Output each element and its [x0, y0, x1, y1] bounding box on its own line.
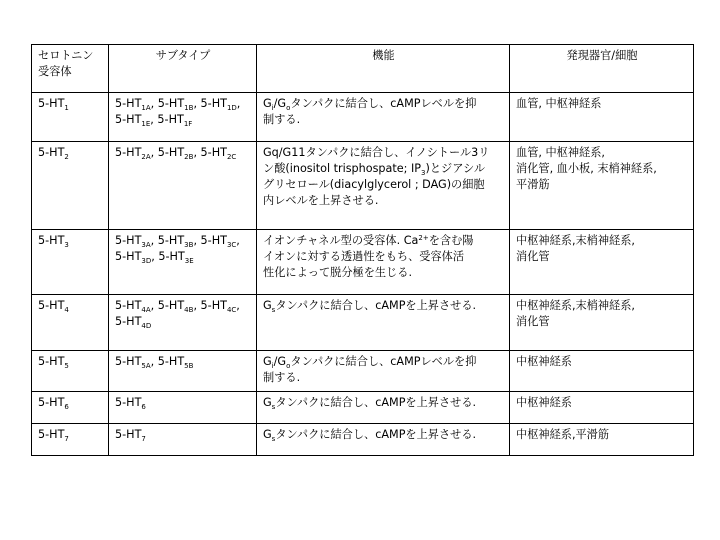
location-cell	[510, 295, 694, 351]
receptor-cell	[32, 392, 109, 424]
subtype-cell	[109, 93, 257, 142]
subscript: s	[271, 306, 276, 314]
subscript: 3C	[226, 241, 237, 249]
receptor-name: 5-HT	[38, 234, 65, 247]
receptor-subscript: 3	[64, 241, 69, 249]
text-segment: 5-HT	[115, 250, 142, 263]
subtype-line	[115, 233, 251, 249]
text-segment: グリセロール(diacylglycerol ; DAG)の細胞	[263, 178, 485, 191]
function-line	[263, 145, 504, 161]
text-segment: ン酸(inositol trisphospate; IP	[263, 162, 422, 175]
subscript: 4D	[141, 322, 152, 330]
receptor-subscript: 1	[64, 104, 69, 112]
table-row	[32, 142, 694, 230]
text-segment: , 5-HT	[150, 299, 185, 312]
function-cell	[257, 424, 510, 456]
subtype-cell	[109, 295, 257, 351]
subscript: 1D	[226, 104, 237, 112]
subscript: s	[271, 435, 276, 443]
subtype-cell	[109, 392, 257, 424]
subscript: 5A	[141, 362, 151, 370]
text-segment: ,	[236, 299, 240, 312]
header-function: 機能	[257, 45, 510, 93]
location-line: 中枢神経系	[516, 355, 572, 368]
subscript: 1A	[141, 104, 151, 112]
table-row	[32, 351, 694, 392]
text-segment: イオンチャネル型の受容体. Ca	[263, 234, 419, 247]
subscript: o	[286, 362, 291, 370]
table-row	[32, 295, 694, 351]
receptor-cell	[32, 351, 109, 392]
subscript: o	[286, 104, 291, 112]
text-segment: G	[263, 396, 272, 409]
text-segment: 5-HT	[115, 355, 142, 368]
subscript: 2A	[141, 153, 151, 161]
location-cell	[510, 230, 694, 295]
text-segment: , 5-HT	[150, 113, 184, 126]
table-row	[32, 93, 694, 142]
subtype-line	[115, 96, 251, 112]
text-segment: G	[263, 299, 272, 312]
location-line: 血管, 中枢神経系	[516, 97, 602, 110]
text-segment: タンパクに結合し、cAMPを上昇させる.	[275, 396, 477, 409]
receptor-subscript: 7	[64, 435, 69, 443]
text-segment: イオンに対する透過性をもち、受容体活	[263, 250, 465, 263]
header-location: 発現器官/細胞	[510, 45, 694, 93]
text-segment: , 5-HT	[150, 97, 185, 110]
subscript: i	[271, 104, 274, 112]
receptor-cell	[32, 230, 109, 295]
receptor-cell	[32, 295, 109, 351]
subscript: 7	[141, 435, 146, 443]
table-row	[32, 230, 694, 295]
text-segment: タンパクに結合し、cAMPレベルを抑	[290, 97, 477, 110]
text-segment: , 5-HT	[193, 146, 227, 159]
subtype-line	[115, 354, 251, 370]
subscript: 1B	[184, 104, 194, 112]
subscript: 3B	[184, 241, 194, 249]
location-line: 中枢神経系,末梢神経系,	[516, 234, 635, 247]
text-segment: 5-HT	[115, 113, 142, 126]
text-segment: G	[263, 355, 272, 368]
receptor-subscript: 6	[64, 403, 69, 411]
text-segment: , 5-HT	[150, 234, 185, 247]
header-receptor	[32, 45, 109, 93]
receptor-name: 5-HT	[38, 428, 65, 441]
subtype-line	[115, 145, 251, 161]
text-segment: タンパクに結合し、cAMPレベルを抑	[290, 355, 477, 368]
table-body	[32, 93, 694, 456]
text-segment: /G	[273, 355, 287, 368]
subscript: 1E	[141, 120, 151, 128]
subscript: 4B	[184, 306, 194, 314]
text-segment: 5-HT	[115, 234, 142, 247]
subtype-line	[115, 395, 251, 411]
function-cell	[257, 142, 510, 230]
header-receptor-line: 受容体	[38, 65, 72, 78]
location-line: 消化管	[516, 250, 550, 263]
location-cell	[510, 424, 694, 456]
text-segment: G	[263, 428, 272, 441]
text-segment: /G	[273, 97, 287, 110]
receptor-name: 5-HT	[38, 299, 65, 312]
subscript: 2B	[184, 153, 194, 161]
location-line: 平滑筋	[516, 178, 550, 191]
subtype-line	[115, 249, 251, 265]
receptor-name: 5-HT	[38, 146, 65, 159]
function-line	[263, 354, 504, 370]
function-cell	[257, 295, 510, 351]
text-segment: Gq/G11タンパクに結合し、イノシトール3リ	[263, 146, 490, 159]
function-line	[263, 233, 504, 249]
text-segment: 内レベルを上昇させる.	[263, 194, 379, 207]
function-line	[263, 370, 504, 386]
subscript: 2C	[226, 153, 237, 161]
function-line	[263, 395, 504, 411]
subscript: 3A	[141, 241, 151, 249]
receptor-subscript: 4	[64, 306, 69, 314]
subtype-line	[115, 112, 251, 128]
location-cell	[510, 93, 694, 142]
subtype-cell	[109, 230, 257, 295]
text-segment: , 5-HT	[151, 250, 185, 263]
subscript: 4A	[141, 306, 151, 314]
subscript: 1F	[183, 120, 193, 128]
subtype-line	[115, 427, 251, 443]
text-segment: , 5-HT	[193, 234, 227, 247]
subscript: 3E	[184, 257, 194, 265]
subscript: 6	[141, 403, 146, 411]
receptor-name: 5-HT	[38, 97, 65, 110]
text-segment: 性化によって脱分極を生じる.	[263, 266, 412, 279]
header-subtype: サブタイプ	[109, 45, 257, 93]
text-segment: 5-HT	[115, 97, 142, 110]
function-line	[263, 427, 504, 443]
location-cell	[510, 142, 694, 230]
text-segment: , 5-HT	[150, 146, 185, 159]
subtype-cell	[109, 424, 257, 456]
subscript: i	[271, 362, 274, 370]
text-segment: を含む陽	[428, 234, 474, 247]
function-cell	[257, 93, 510, 142]
function-line	[263, 177, 504, 193]
location-line: 血管, 中枢神経系,	[516, 146, 605, 159]
subscript: 3D	[141, 257, 152, 265]
text-segment: 5-HT	[115, 146, 142, 159]
text-segment: 5-HT	[115, 396, 142, 409]
location-line: 中枢神経系,平滑筋	[516, 428, 610, 441]
text-segment: タンパクに結合し、cAMPを上昇させる.	[275, 428, 477, 441]
text-segment: 5-HT	[115, 428, 142, 441]
subtype-line	[115, 298, 251, 314]
location-line: 中枢神経系	[516, 396, 572, 409]
table-row	[32, 392, 694, 424]
function-line	[263, 298, 504, 314]
text-segment: 5-HT	[115, 299, 142, 312]
receptor-cell	[32, 424, 109, 456]
function-cell	[257, 392, 510, 424]
text-segment: ,	[236, 234, 240, 247]
text-segment: 5-HT	[115, 315, 142, 328]
receptor-cell	[32, 93, 109, 142]
location-line: 消化管, 血小板, 末梢神経系,	[516, 162, 657, 175]
subtype-cell	[109, 351, 257, 392]
text-segment: ,	[236, 97, 241, 110]
receptor-name: 5-HT	[38, 396, 65, 409]
header-receptor-line: セロトニン	[38, 49, 94, 62]
table-row	[32, 424, 694, 456]
location-cell	[510, 392, 694, 424]
serotonin-receptor-table	[31, 44, 694, 456]
subtype-line	[115, 314, 251, 330]
function-line	[263, 265, 504, 281]
text-segment: , 5-HT	[193, 97, 227, 110]
function-line	[263, 112, 504, 128]
text-segment: )とジアシル	[425, 162, 486, 175]
function-line	[263, 249, 504, 265]
function-line	[263, 161, 504, 177]
text-segment: G	[263, 97, 272, 110]
subscript: s	[271, 403, 276, 411]
superscript: 2+	[418, 234, 429, 242]
receptor-subscript: 5	[64, 362, 69, 370]
function-cell	[257, 351, 510, 392]
subtype-cell	[109, 142, 257, 230]
text-segment: 制する.	[263, 113, 301, 126]
subscript: 4C	[226, 306, 237, 314]
subscript: 3	[421, 169, 426, 177]
receptor-cell	[32, 142, 109, 230]
function-line	[263, 193, 504, 209]
function-cell	[257, 230, 510, 295]
receptor-subscript: 2	[64, 153, 69, 161]
text-segment: 制する.	[263, 371, 301, 384]
header-row	[32, 45, 694, 93]
location-cell	[510, 351, 694, 392]
function-line	[263, 96, 504, 112]
text-segment: タンパクに結合し、cAMPを上昇させる.	[275, 299, 477, 312]
location-line: 消化管	[516, 315, 550, 328]
subscript: 5B	[184, 362, 194, 370]
location-line: 中枢神経系,末梢神経系,	[516, 299, 635, 312]
text-segment: , 5-HT	[193, 299, 227, 312]
text-segment: , 5-HT	[150, 355, 185, 368]
receptor-name: 5-HT	[38, 355, 65, 368]
